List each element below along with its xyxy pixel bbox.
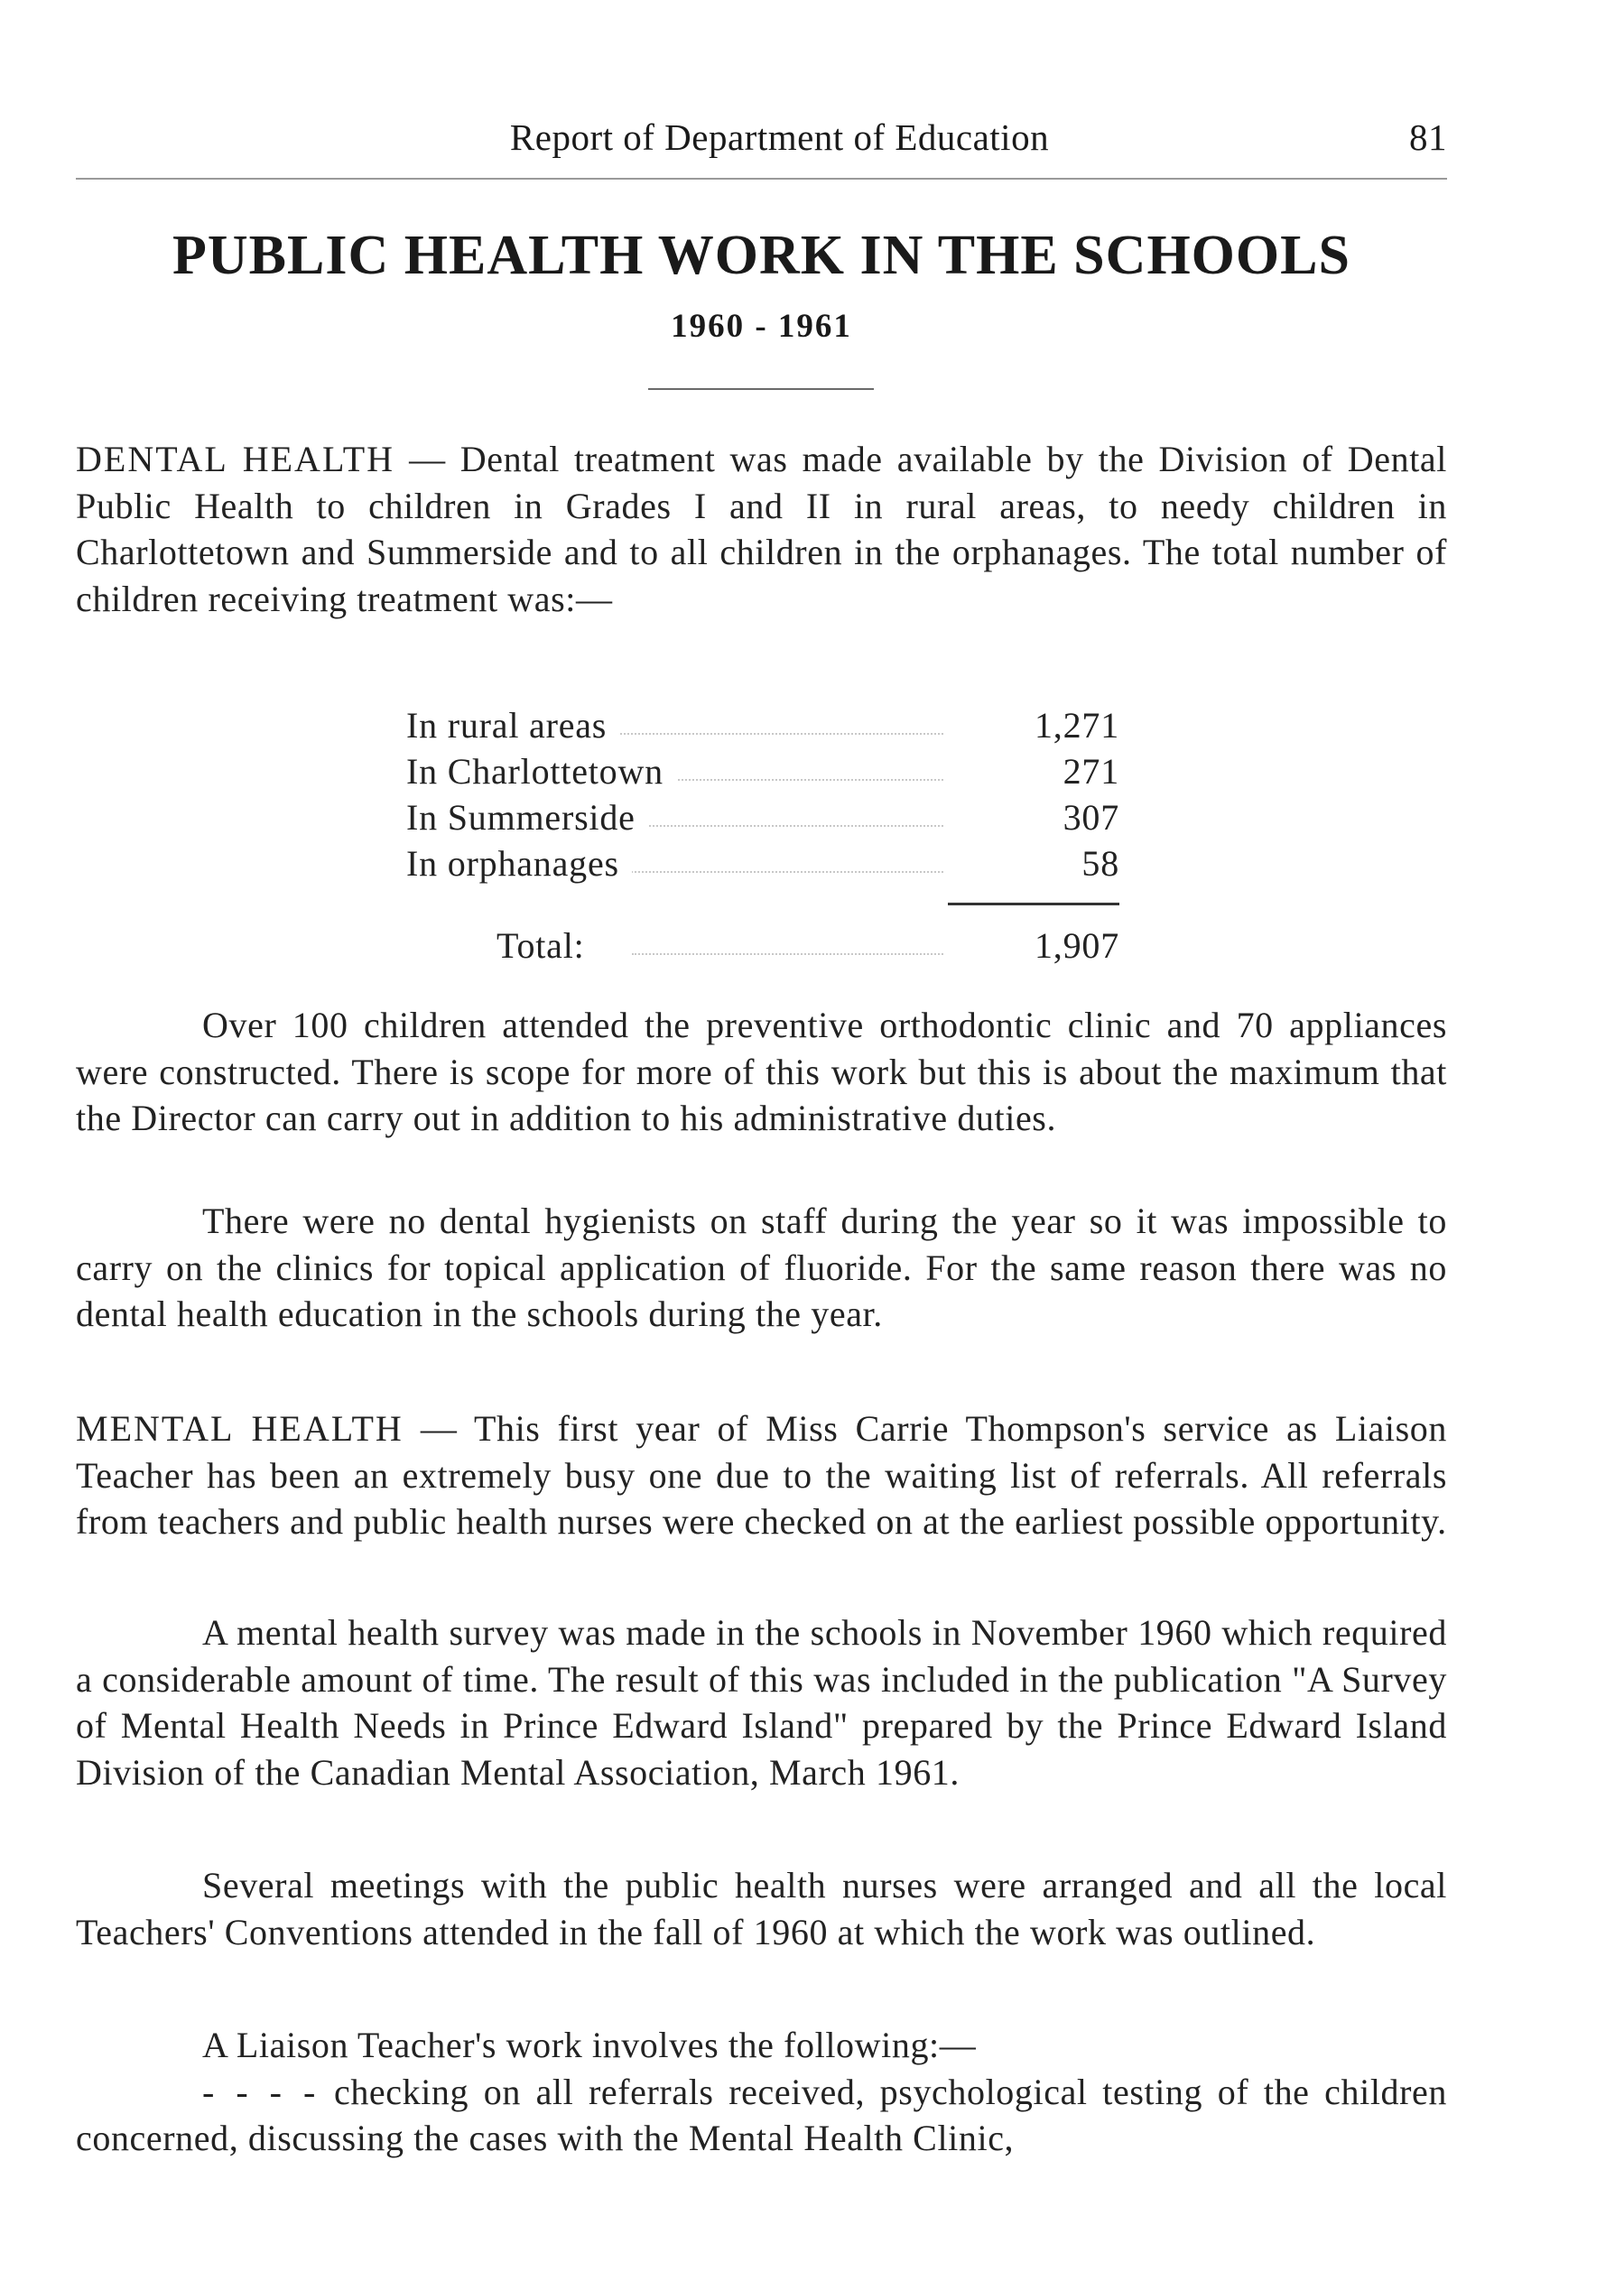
mental-intro-block	[76, 1405, 1447, 1545]
survey-paragraph: A mental health survey was made in the schools in November 1960 which required a considerable amount of time. The result of this was included in the publication "A Survey of Mental Health Needs in Prince Edward Island" prepared by the Prince Edward Island Division of the Canadian Mental Association, March 1961.	[76, 1612, 1447, 1793]
dental-hygienist-block	[76, 1198, 1447, 1338]
table-row-label: In Charlottetown	[406, 748, 676, 794]
mental-meetings-block	[76, 1862, 1447, 1955]
dental-intro-text: — Dental treatment was made available by the Division of Dental Public Health to children in Grades I and II in rural areas, to needy children in Charlottetown and Summerside and to all children in the orphanages. The total number of children receiving treatment was:—	[76, 439, 1447, 619]
running-title: Report of Department of Education	[509, 116, 1050, 158]
checking-paragraph	[76, 2069, 1447, 2162]
meetings-paragraph: Several meetings with the public health nurses were arranged and all the local Teachers' Conventions attended in the fall of 1960 at which the work was outlined.	[76, 1865, 1447, 1952]
table-row	[406, 748, 1119, 794]
dental-orthodontic-block	[76, 1002, 1447, 1142]
table-row-value: 307	[1063, 797, 1119, 838]
table-total-row	[406, 923, 1119, 969]
dental-intro-paragraph	[76, 436, 1447, 622]
table-row-value: 58	[1081, 843, 1119, 884]
header-rule	[76, 178, 1447, 180]
title-rule	[648, 388, 874, 390]
liaison-paragraph: A Liaison Teacher's work involves the following:—	[202, 2025, 977, 2065]
dental-heading: DENTAL HEALTH	[76, 439, 395, 479]
page-subtitle-years: 1960 - 1961	[671, 308, 852, 345]
table-row-label: In rural areas	[406, 702, 619, 748]
table-row-value: 1,271	[1035, 705, 1119, 746]
mental-intro-paragraph	[76, 1405, 1447, 1545]
table-total-label: Total:	[496, 923, 598, 969]
dental-intro-block	[76, 436, 1447, 622]
dot-leader	[632, 953, 943, 955]
table-row	[406, 840, 1119, 886]
hygienist-paragraph: There were no dental hygienists on staff during the year so it was impossible to carry on the clinics for topical application of fluoride. For the same reason there was no dental health education in the schools during the year.	[76, 1201, 1447, 1334]
table-total-rule-row	[406, 886, 1119, 912]
running-header	[76, 116, 1447, 170]
table-row	[406, 794, 1119, 840]
treatment-table	[406, 702, 1119, 969]
table-row-label: In Summerside	[406, 794, 648, 840]
page-title: PUBLIC HEALTH WORK IN THE SCHOOLS	[172, 225, 1350, 286]
table-row-value: 271	[1063, 751, 1119, 792]
mental-heading: MENTAL HEALTH	[76, 1408, 404, 1449]
dash-lead: - - - -	[202, 2071, 320, 2112]
page-number: 81	[1409, 116, 1447, 158]
mental-liaison-block	[76, 2022, 1447, 2162]
mental-survey-block	[76, 1609, 1447, 1795]
table-total-value: 1,907	[1035, 925, 1119, 966]
table-row	[406, 702, 1119, 748]
orthodontic-paragraph: Over 100 children attended the preventive orthodontic clinic and 70 appliances were constructed. There is scope for more of this work but this is about the maximum that the Director can carry out in addition to his administrative duties.	[76, 1005, 1447, 1138]
table-row-label: In orphanages	[406, 840, 632, 886]
mental-intro-text: — This first year of Miss Carrie Thompson's service as Liaison Teacher has been an extremely busy one due to the waiting list of referrals. All referrals from teachers and public health nurses were checked on at the earliest possible opportunity.	[76, 1408, 1447, 1542]
total-rule	[948, 903, 1119, 905]
checking-text: checking on all referrals received, psychological testing of the children concerned, discussing the cases with the Mental Health Clinic,	[76, 2071, 1448, 2158]
